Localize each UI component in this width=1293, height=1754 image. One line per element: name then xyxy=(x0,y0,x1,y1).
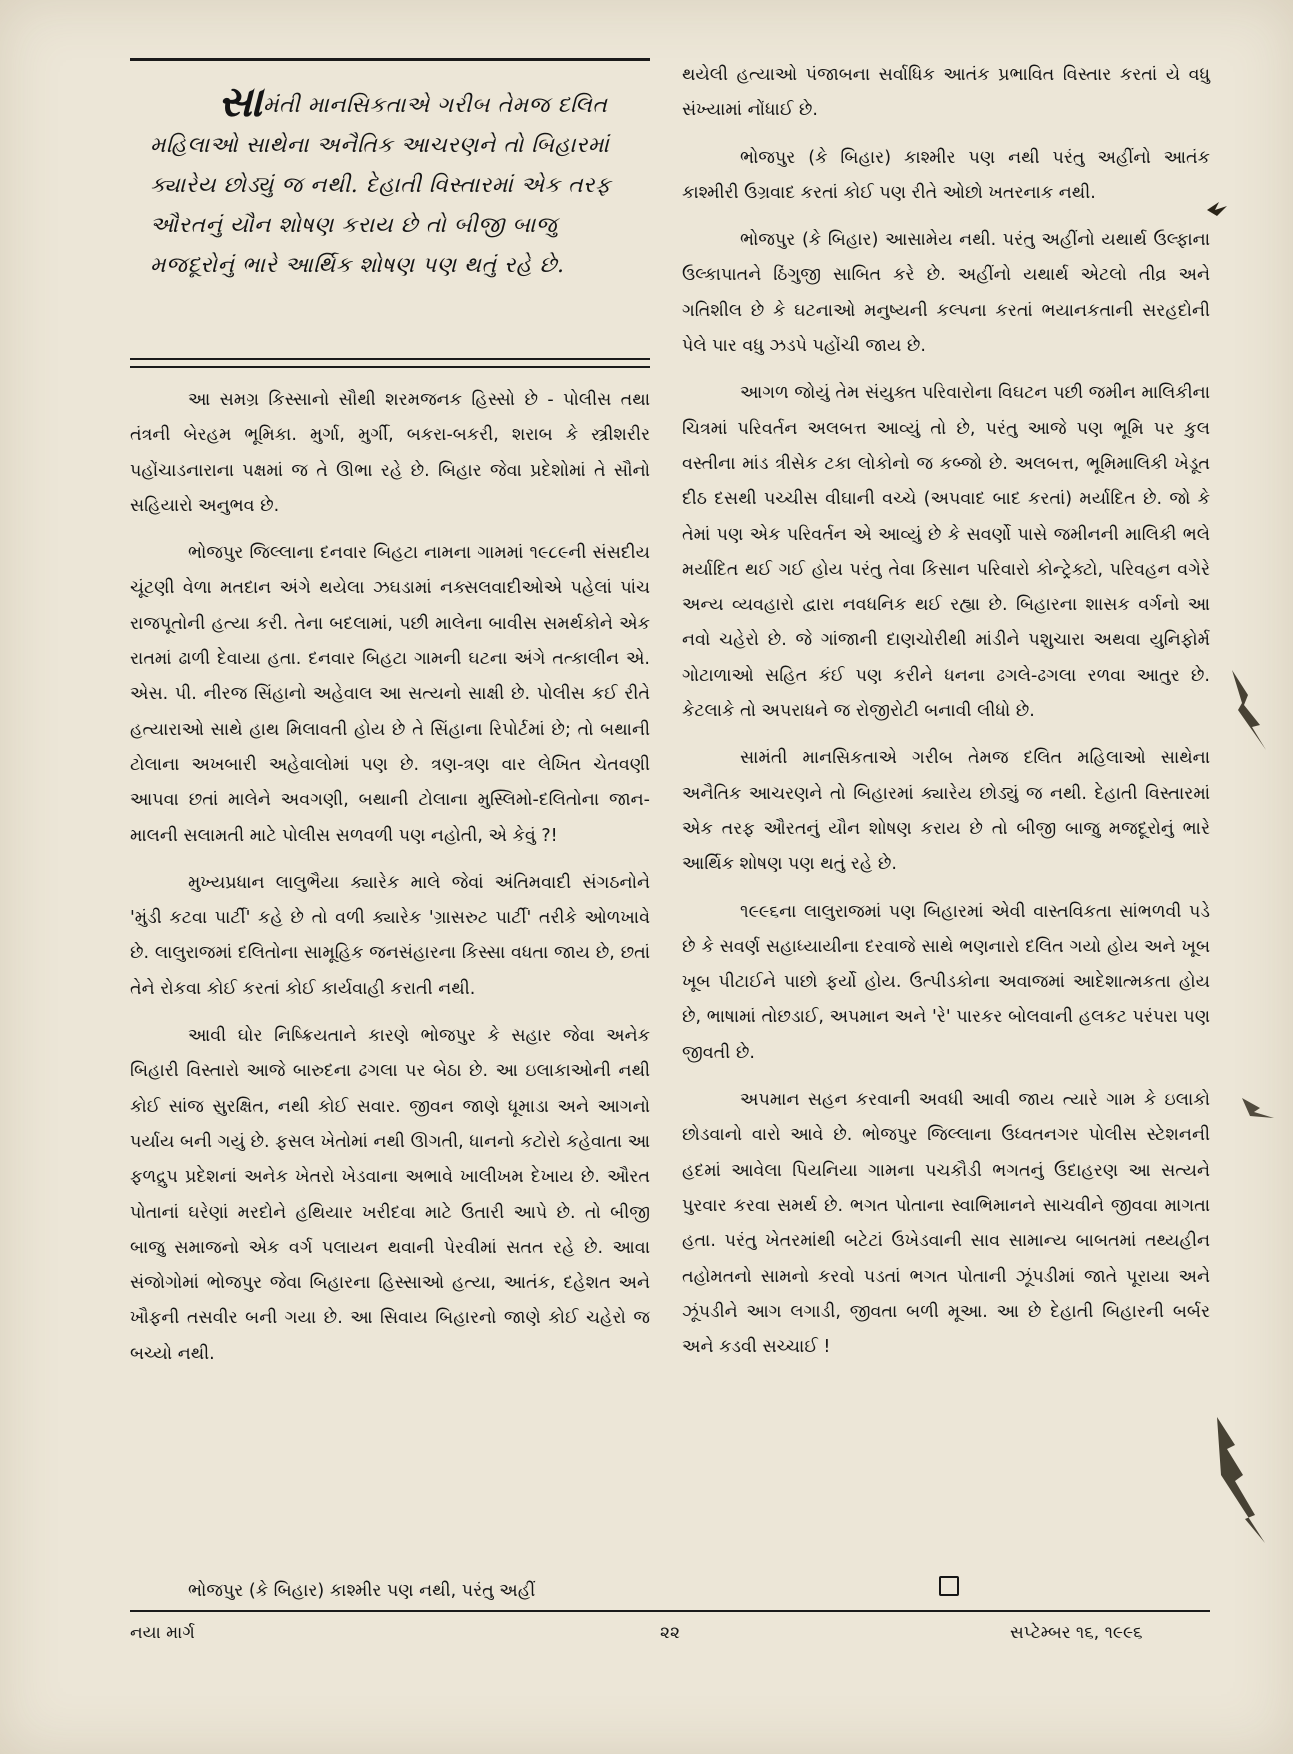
pull-quote-top-rule xyxy=(130,58,650,61)
footer-publication: નયા માર્ગ xyxy=(130,1623,195,1643)
right-paragraph-7: અપમાન સહન કરવાની અવધી આવી જાય ત્યારે ગામ કે ઇલાકો છોડવાનો વારો આવે છે. ભોજપુર જિલ્લાના ઉધ્વતનગર પોલીસ સ્ટેશનની હદમાં આવેલા પિયનિયા ગામના પચકૌડી ભગતનું ઉદાહરણ આ સત્યને પુરવાર કરવા સમર્થ છે. ભગત પોતાના સ્વાભિમાનને સાચવીને જીવવા માગતા હતા. પરંતુ ખેતરમાંથી બટેટાં ઉખેડવાની સાવ સામાન્ય બાબતમાં તથ્યહીન તહોમતનો સામનો કરવો પડતાં ભગત પોતાની ઝૂંપડીમાં જાતે પૂરાયા અને ઝૂંપડીને આગ લગાડી, જીવતા બળી મૂઆ. આ છે દેહાતી બિહારની બર્બર અને કડવી સચ્ચાઈ ! xyxy=(682,1090,1210,1358)
paper-tear-mark-icon xyxy=(1215,1415,1285,1545)
footer-page-number: ૨૨ xyxy=(660,1623,680,1643)
right-paragraph-5: સામંતી માનસિકતાએ ગરીબ તેમજ દલિત મહિલાઓ સાથેના અનૈતિક આચરણને તો બિહારમાં ક્યારેય છોડ્યું જ નથી. દેહાતી વિસ્તારમાં એક તરફ ઔરતનું યૌન શોષણ કરાય છે તો બીજી બાજુ મજદૂરોનું ભારે આર્થિક શોષણ પણ થતું રહે છે. xyxy=(682,748,1210,875)
pull-quote-text: મંતી માનસિકતાએ ગરીબ તેમજ દલિત મહિલાઓ સાથેના અનૈતિક આચરણને તો બિહારમાં ક્યારેય છોડ્યું જ નથી. દેહાતી વિસ્તારમાં એક તરફ ઔરતનું યૌન શોષણ કરાય છે તો બીજી બાજુ મજદૂરોનું ભારે આર્થિક શોષણ પણ થતું રહે છે. xyxy=(150,93,612,278)
right-paragraph-2: ભોજપુર (કે બિહાર) કાશ્મીર પણ નથી પરંતુ અહીંનો આતંક કાશ્મીરી ઉગ્રવાદ કરતાં કોઈ પણ રીતે ઓછો ખતરનાક નથી. xyxy=(682,147,1210,203)
paper-tear-mark-icon xyxy=(1205,180,1245,240)
left-paragraph-4: આવી ઘોર નિષ્ક્રિયતાને કારણે ભોજપુર કે સહાર જેવા અનેક બિહારી વિસ્તારો આજે બારુદના ઢગલા પર બેઠા છે. આ ઇલાકાઓની નથી કોઈ સાંજ સુરક્ષિત, નથી કોઈ સવાર. જીવન જાણે ધૂમાડા અને આગનો પર્યાય બની ગયું છે. ફસલ ખેતોમાં નથી ઊગતી, ધાનનો કટોરો કહેવાતા આ ફળદ્રુપ પ્રદેશનાં અનેક ખેતરો ખેડવાના અભાવે ખાલીખમ દેખાય છે. ઔરત પોતાનાં ઘરેણાં મરદોને હથિયાર ખરીદવા માટે ઉતારી આપે છે. તો બીજી બાજુ સમાજનો એક વર્ગ પલાયન થવાની પેરવીમાં સતત રહે છે. આવા સંજોગોમાં ભોજપુર જેવા બિહારના હિસ્સાઓ હત્યા, આતંક, દહેશત અને ખૌફની તસવીર બની ગયા છે. આ સિવાય બિહારનો જાણે કોઈ ચહેરો જ બચ્યો નથી. xyxy=(130,1026,650,1364)
right-paragraph-1: થયેલી હત્યાઓ પંજાબના સર્વાધિક આતંક પ્રભાવિત વિસ્તાર કરતાં યે વધુ સંખ્યામાં નોંધાઈ છે. xyxy=(682,65,1210,121)
pull-quote-dropcap: સા xyxy=(218,77,263,126)
paper-tear-mark-icon xyxy=(1230,665,1290,755)
pull-quote xyxy=(150,77,640,286)
left-continued-line: ભોજપુર (કે બિહાર) કાશ્મીર પણ નથી, પરંતુ અહીં xyxy=(188,1581,536,1601)
left-column xyxy=(130,383,650,1384)
right-column xyxy=(682,58,1210,1377)
left-paragraph-1: આ સમગ્ર કિસ્સાનો સૌથી શરમજનક હિસ્સો છે - પોલીસ તથા તંત્રની બેરહમ ભૂમિકા. મુર્ગા, મુર્ગી, બકરા-બકરી, શરાબ કે સ્ત્રીશરીર પહોંચાડનારાના પક્ષમાં જ તે ઊભા રહે છે. બિહાર જેવા પ્રદેશોમાં તે સૌનો સહિયારો અનુભવ છે. xyxy=(130,390,650,516)
footer-rule xyxy=(130,1610,1210,1612)
right-paragraph-4: આગળ જોયું તેમ સંયુક્ત પરિવારોના વિઘટન પછી જમીન માલિકીના ચિત્રમાં પરિવર્તન અલબત્ત આવ્યું તો છે, પરંતુ આજે પણ ભૂમિ પર કુલ વસ્તીના માંડ ત્રીસેક ટકા લોકોનો જ કબ્જો છે. અલબત્ત, ભૂમિમાલિકી ખેડૂત દીઠ દસથી પચ્ચીસ વીઘાની વચ્ચે (અપવાદ બાદ કરતાં) મર્યાદિત છે. જો કે તેમાં પણ એક પરિવર્તન એ આવ્યું છે કે સવર્ણો પાસે જમીનની માલિકી ભલે મર્યાદિત થઈ ગઈ હોય પરંતુ તેવા કિસાન પરિવારો કોન્ટ્રેક્ટો, પરિવહન વગેરે અન્ય વ્યવહારો દ્વારા નવધનિક થઈ રહ્યા છે. બિહારના શાસક વર્ગનો આ નવો ચહેરો છે. જે ગાંજાની દાણચોરીથી માંડીને પશુચારા અથવા યુનિફોર્મ ગોટાળાઓ સહિત કંઈ પણ કરીને ધનના ઢગલે-ઢગલા રળવા આતુર છે. કેટલાકે તો અપરાધને જ રોજીરોટી બનાવી લીધો છે. xyxy=(682,383,1210,722)
left-paragraph-3: મુખ્યપ્રધાન લાલુભૈયા ક્યારેક માલે જેવાં અંતિમવાદી સંગઠનોને 'મુંડી કટવા પાર્ટી' કહે છે તો વળી ક્યારેક 'ગ્રાસરુટ પાર્ટી' તરીકે ઓળખાવે છે. લાલુરાજમાં દલિતોના સામૂહિક જનસંહારના કિસ્સા વધતા જાય છે, છતાં તેને રોકવા કોઈ કરતાં કોઈ કાર્યવાહી કરાતી નથી. xyxy=(130,872,650,999)
left-paragraph-2: ભોજપુર જિલ્લાના દનવાર બિહટા નામના ગામમાં ૧૯૮૯ની સંસદીય ચૂંટણી વેળા મતદાન અંગે થયેલા ઝઘડામાં નક્સલવાદીઓએ પહેલાં પાંચ રાજપૂતોની હત્યા કરી. તેના બદલામાં, પછી માલેના બાવીસ સમર્થકોને એક રાતમાં ઢાળી દેવાયા હતા. દનવાર બિહટા ગામની ઘટના અંગે તત્કાલીન એ. એસ. પી. નીરજ સિંહાનો અહેવાલ આ સત્યનો સાક્ષી છે. પોલીસ કઈ રીતે હત્યારાઓ સાથે હાથ મિલાવતી હોય છે તે સિંહાના રિપોર્ટમાં છે; તો બથાની ટોલાના અખબારી અહેવાલોમાં પણ છે. ત્રણ-ત્રણ વાર લેખિત ચેતવણી આપવા છતાં માલેને અવગણી, બથાની ટોલાના મુસ્લિમો-દલિતોના જાન-માલની સલામતી માટે પોલીસ સળવળી પણ નહોતી, એ કેવું ?! xyxy=(130,543,650,846)
footer-date: સપ્ટેમ્બર ૧૬, ૧૯૯૬ xyxy=(1010,1623,1143,1643)
pull-quote-bottom-rule xyxy=(130,358,650,368)
paper-tear-mark-icon xyxy=(1240,1090,1290,1130)
right-paragraph-6: ૧૯૯૬ના લાલુરાજમાં પણ બિહારમાં એવી વાસ્તવિકતા સાંભળવી પડે છે કે સવર્ણ સહાધ્યાયીના દરવાજે સાથે ભણનારો દલિત ગયો હોય અને ખૂબ ખૂબ પીટાઈને પાછો ફર્યો હોય. ઉત્પીડકોના અવાજમાં આદેશાત્મકતા હોય છે, ભાષામાં તોછડાઈ, અપમાન અને 'રે' પારકર બોલવાની હલકટ પરંપરા પણ જીવતી છે. xyxy=(682,901,1210,1063)
right-paragraph-3: ભોજપુર (કે બિહાર) આસામેય નથી. પરંતુ અહીંનો યથાર્થ ઉલ્ફાના ઉલ્કાપાતને ઠિંગુજી સાબિત કરે છે. અહીંનો યથાર્થ એટલો તીવ્ર અને ગતિશીલ છે કે ઘટનાઓ મનુષ્યની કલ્પના કરતાં ભયાનકતાની સરહદોની પેલે પાર વધુ ઝડપે પહોંચી જાય છે. xyxy=(682,230,1210,357)
end-of-article-square-icon xyxy=(939,1576,959,1596)
